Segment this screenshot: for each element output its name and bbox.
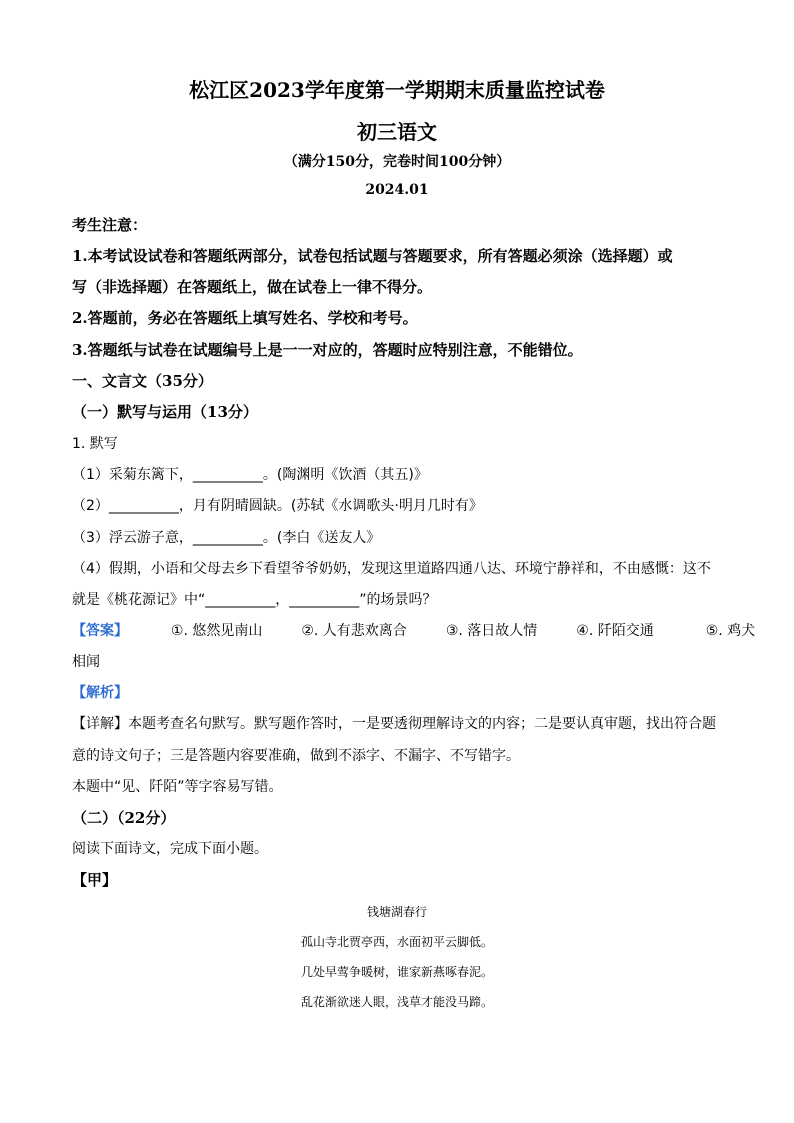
answer-item: ⑤. 鸡犬 (705, 623, 756, 639)
text-jia-label: 【甲】 (72, 871, 118, 889)
notice-item-3: 3.答题纸与试卷在试题编号上是一一对应的，答题时应特别注意，不能错位。 (72, 341, 583, 359)
notice-item-1-line-2: 写（非选择题）在答题纸上，做在试卷上一律不得分。 (72, 278, 433, 296)
notice-heading: 考生注意： (72, 216, 148, 234)
detail-line-1: 【详解】本题考查名句默写。默写题作答时，一是要透彻理解诗文的内容；二是要认真审题，找出符合题 (72, 716, 716, 732)
poem-line: 几处早莺争暖树，谁家新燕啄春泥。 (300, 965, 493, 979)
answer-item: ①. 悠然见南山 (170, 623, 263, 639)
question-1-1: （1）采菊东篱下，__________。(陶渊明《饮酒（其五)》 (72, 467, 428, 483)
exam-title: 松江区2023学年度第一学期期末质量监控试卷 (189, 78, 605, 102)
notice-item-1-line-1: 1.本考试设试卷和答题纸两部分，试卷包括试题与答题要求，所有答题必须涂（选择题）或 (72, 247, 673, 265)
subject-title: 初三语文 (357, 120, 437, 144)
part-1-heading: （一）默写与运用（13分） (72, 403, 258, 421)
question-1-4-line-2: 就是《桃花源记》中“__________，__________”的场景吗？ (72, 592, 437, 608)
answer-item: ②. 人有悲欢离合 (301, 623, 407, 639)
question-1-3: （3）浮云游子意，__________。(李白《送友人》 (72, 530, 381, 546)
notice-item-2: 2.答题前，务必在答题纸上填写姓名、学校和考号。 (72, 309, 418, 327)
exam-date: 2024.01 (365, 182, 429, 198)
question-1-label: 1. 默写 (72, 436, 118, 452)
analysis-tag: 【解析】 (72, 685, 128, 701)
poem-line: 乱花渐欲迷人眼，浅草才能没马蹄。 (300, 995, 493, 1009)
part-2-heading: （二）（22分） (72, 809, 176, 827)
poem-title: 钱塘湖春行 (366, 905, 427, 919)
answer-tag: 【答案】 (72, 623, 128, 639)
poem-line: 孤山寺北贾亭西，水面初平云脚低。 (300, 935, 493, 949)
detail-line-2: 意的诗文句子；三是答题内容要准确，做到不添字、不漏字、不写错字。 (72, 748, 520, 764)
exam-info: （满分150分，完卷时间100分钟） (283, 154, 511, 170)
question-1-2: （2）__________，月有阴晴圆缺。(苏轼《水调歌头·明月几时有》 (72, 498, 483, 514)
question-1-4-line-1: （4）假期，小语和父母去乡下看望爷爷奶奶，发现这里道路四通八达、环境宁静祥和，不由感慨：这不 (72, 561, 711, 577)
detail-note: 本题中“见、阡陌”等字容易写错。 (72, 779, 283, 795)
answer-row (72, 620, 755, 640)
section-1-heading: 一、文言文（35分） (72, 372, 213, 390)
reading-instruction: 阅读下面诗文，完成下面小题。 (72, 841, 268, 857)
answer-item: ③. 落日故人情 (445, 623, 538, 639)
answer-item: ④. 阡陌交通 (576, 623, 654, 639)
answer-tail: 相闻 (72, 654, 100, 670)
